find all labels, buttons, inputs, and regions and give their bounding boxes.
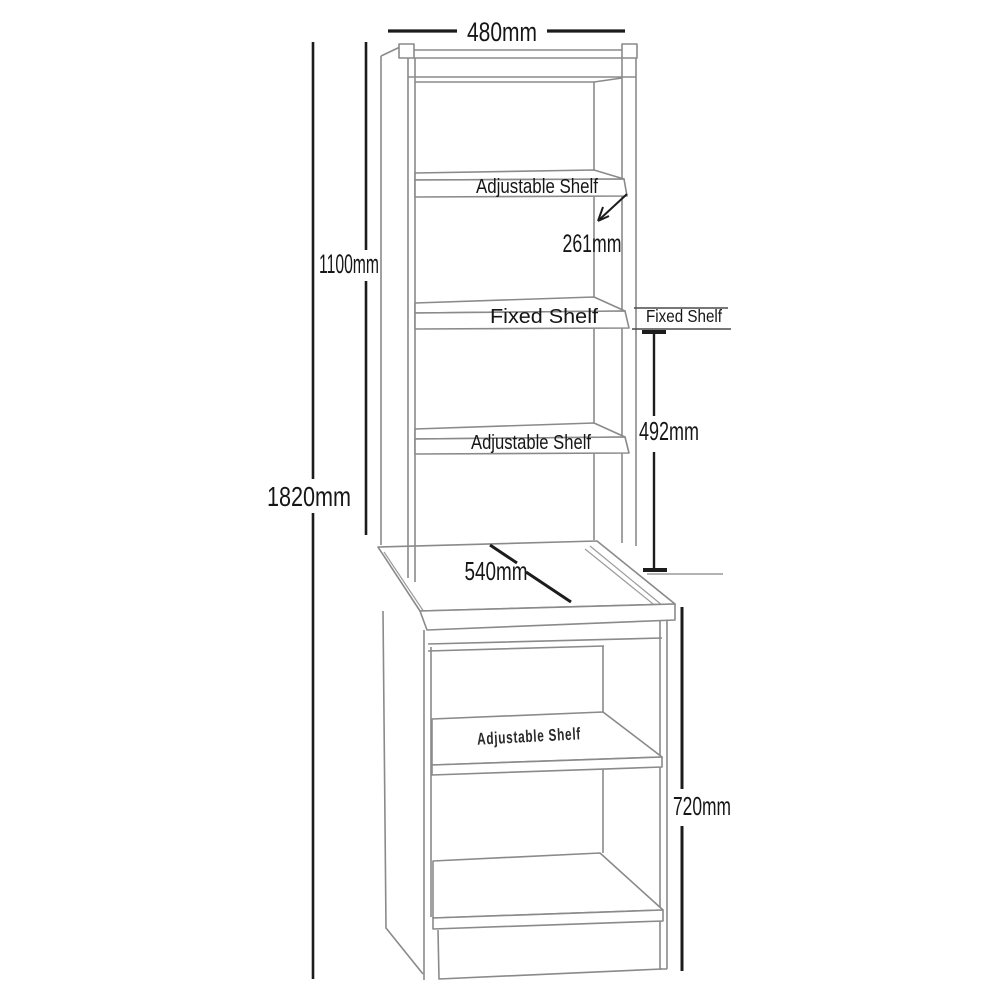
dimension-total-height: [267, 42, 351, 979]
dimension-annotations: [267, 17, 731, 979]
fixed-shelf-callout-label: Fixed Shelf: [646, 306, 723, 326]
hutch-left-post: [399, 44, 414, 58]
base-shelf-label: Adjustable Shelf: [476, 721, 627, 749]
hutch-shelf-top-label: Adjustable Shelf: [476, 176, 599, 198]
hutch-shelf-top: [415, 170, 627, 198]
shelf-spacing-leader-line: [600, 194, 627, 219]
cabinet-left-front-stile: [424, 630, 431, 980]
dimension-shelf-spacing-value: 261mm: [562, 230, 622, 258]
dimension-total-height-value: 1820mm: [267, 481, 351, 512]
hutch-top-rails: [408, 50, 636, 82]
cabinet-top-rails: [428, 638, 662, 651]
hutch-right-post: [622, 44, 637, 58]
hutch: [381, 44, 637, 582]
dimension-fixed-shelf-height-value: 492mm: [639, 416, 699, 446]
hutch-shelf-bottom: [415, 423, 629, 454]
cabinet-plinth: [438, 930, 662, 979]
dimension-desktop-depth-value: 540mm: [464, 556, 528, 586]
dimension-hutch-height: [319, 42, 379, 535]
hutch-shelf-middle: [415, 297, 629, 329]
shelf-spacing-arrowhead: [598, 207, 609, 221]
fixed-shelf-callout: [632, 306, 731, 329]
cabinet-bottom-surface: [433, 853, 663, 918]
dimension-top-width-value: 480mm: [467, 17, 537, 47]
hutch-left-stiles: [408, 58, 415, 582]
hutch-shelf-bottom-label: Adjustable Shelf: [471, 432, 592, 454]
dimension-hutch-height-value: 1100mm: [319, 249, 379, 279]
dimension-fixed-shelf-height: [639, 332, 723, 574]
dimension-base-height-value: 720mm: [673, 791, 731, 821]
dimension-top-width: [388, 17, 625, 47]
dimension-base-height: [673, 607, 731, 971]
cabinet-left-side-outline: [383, 611, 423, 974]
hutch-shelf-middle-label: Fixed Shelf: [490, 306, 599, 328]
hutch-left-panel: [381, 47, 400, 545]
base-cabinet: [383, 611, 667, 980]
